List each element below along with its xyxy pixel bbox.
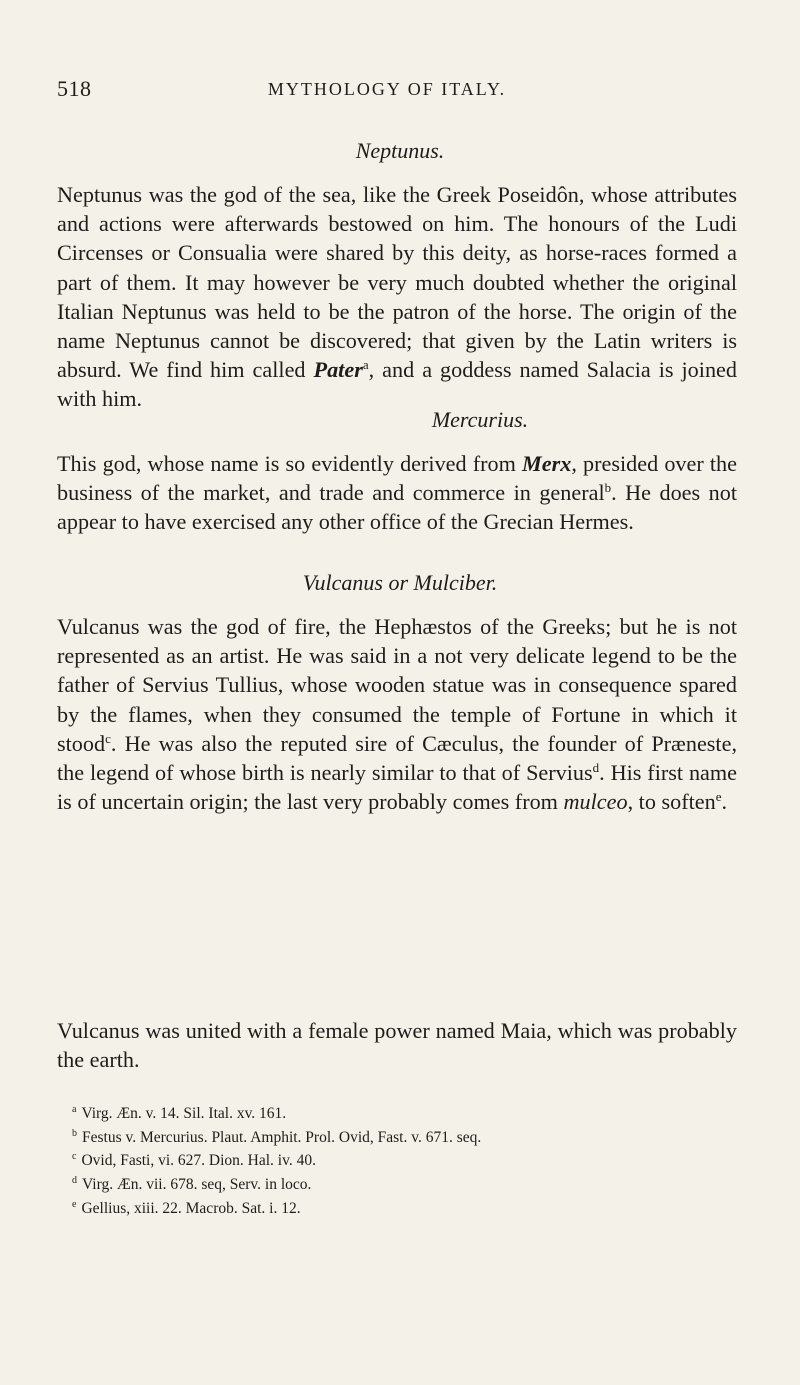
paragraph-mercurius bbox=[57, 449, 737, 537]
text-run: , presided over the business of the market, and trade and commerce in general bbox=[57, 451, 738, 506]
text-run: , to soften bbox=[627, 789, 716, 815]
footnote-text: Gellius, xiii. 22. Macrob. Sat. i. 12. bbox=[81, 1199, 301, 1217]
footnotes bbox=[72, 1102, 752, 1221]
word-mulceo: mulceo bbox=[563, 789, 628, 815]
footnote-ref-e: e bbox=[715, 789, 722, 805]
word-pater: Pater bbox=[313, 357, 363, 383]
footnote-ref-c: c bbox=[105, 730, 111, 746]
footnote-c bbox=[72, 1149, 752, 1173]
footnote-ref-d: d bbox=[592, 760, 600, 776]
paragraph-vulcanus bbox=[57, 612, 737, 816]
page-header bbox=[57, 76, 737, 106]
text-run: . He was also the reputed sire of Cæculus, the founder of Præneste, the legend of whose birth is nearly similar to that of Servius bbox=[57, 730, 737, 786]
running-title: MYTHOLOGY OF ITALY. bbox=[267, 79, 507, 99]
footnote-text: Virg. Æn. v. 14. Sil. Ital. xv. 161. bbox=[81, 1105, 287, 1122]
footnote-d bbox=[72, 1173, 752, 1197]
paragraph-vulcanus-maia: Vulcanus was united with a female power named Maia, which was probably the earth. bbox=[57, 1018, 737, 1073]
footnote-ref-a: a bbox=[362, 357, 369, 373]
footnote-mark: b bbox=[72, 1127, 77, 1139]
footnote-e bbox=[72, 1197, 752, 1221]
text-run: , and a goddess named Salacia is joined with him. bbox=[57, 357, 737, 412]
word-merx: Merx bbox=[522, 451, 572, 476]
footnote-a bbox=[72, 1102, 752, 1126]
footnote-text: Virg. Æn. vii. 678. seq, Serv. in loco. bbox=[82, 1176, 312, 1194]
text-run: This god, whose name is so evidently derived from bbox=[57, 451, 523, 476]
heading-vulcanus: Vulcanus or Mulciber. bbox=[302, 570, 498, 595]
text-run: Vulcanus was the god of fire, the Hephæstos of the Greeks; but he is not represented as an artist. He was said in a not very delicate legend to be the father of Servius Tullius, whose wooden statue was in consequence spared by the flames, when they consumed the temple of Fortune in which it stood bbox=[57, 614, 737, 756]
paragraph-neptunus bbox=[57, 180, 737, 414]
footnote-b bbox=[72, 1126, 752, 1150]
heading-mercurius: Mercurius. bbox=[431, 407, 529, 432]
text-run: . bbox=[721, 789, 728, 815]
page-number: 518 bbox=[57, 76, 92, 101]
footnote-mark: d bbox=[72, 1175, 77, 1187]
text-run: . He does not appear to have exercised any other office of the Grecian Hermes. bbox=[57, 480, 737, 535]
footnote-mark: e bbox=[72, 1198, 77, 1210]
footnote-mark: c bbox=[72, 1151, 77, 1163]
text-run: . His first name is of uncertain origin; the last very probably comes from bbox=[57, 760, 737, 815]
footnote-text: Ovid, Fasti, vi. 627. Dion. Hal. iv. 40. bbox=[81, 1152, 316, 1170]
footnote-text: Festus v. Mercurius. Plaut. Amphit. Prol. Ovid, Fast. v. 671. seq. bbox=[82, 1128, 482, 1146]
text-run: Neptunus was the god of the sea, like the Greek Poseidôn, whose attributes and actions were afterwards bestowed on him. The honours of the Ludi Circenses or Consualia were shared by this deity, as horse-races formed a part of them. It may however be very much doubted whether the original Italian Neptunus was held to be the patron of the horse. The origin of the name Neptunus cannot be discovered; that given by the Latin writers is absurd. We find him called bbox=[57, 182, 737, 383]
footnote-ref-b: b bbox=[604, 480, 612, 496]
footnote-mark: a bbox=[72, 1104, 77, 1115]
heading-neptunus: Neptunus. bbox=[355, 138, 445, 163]
